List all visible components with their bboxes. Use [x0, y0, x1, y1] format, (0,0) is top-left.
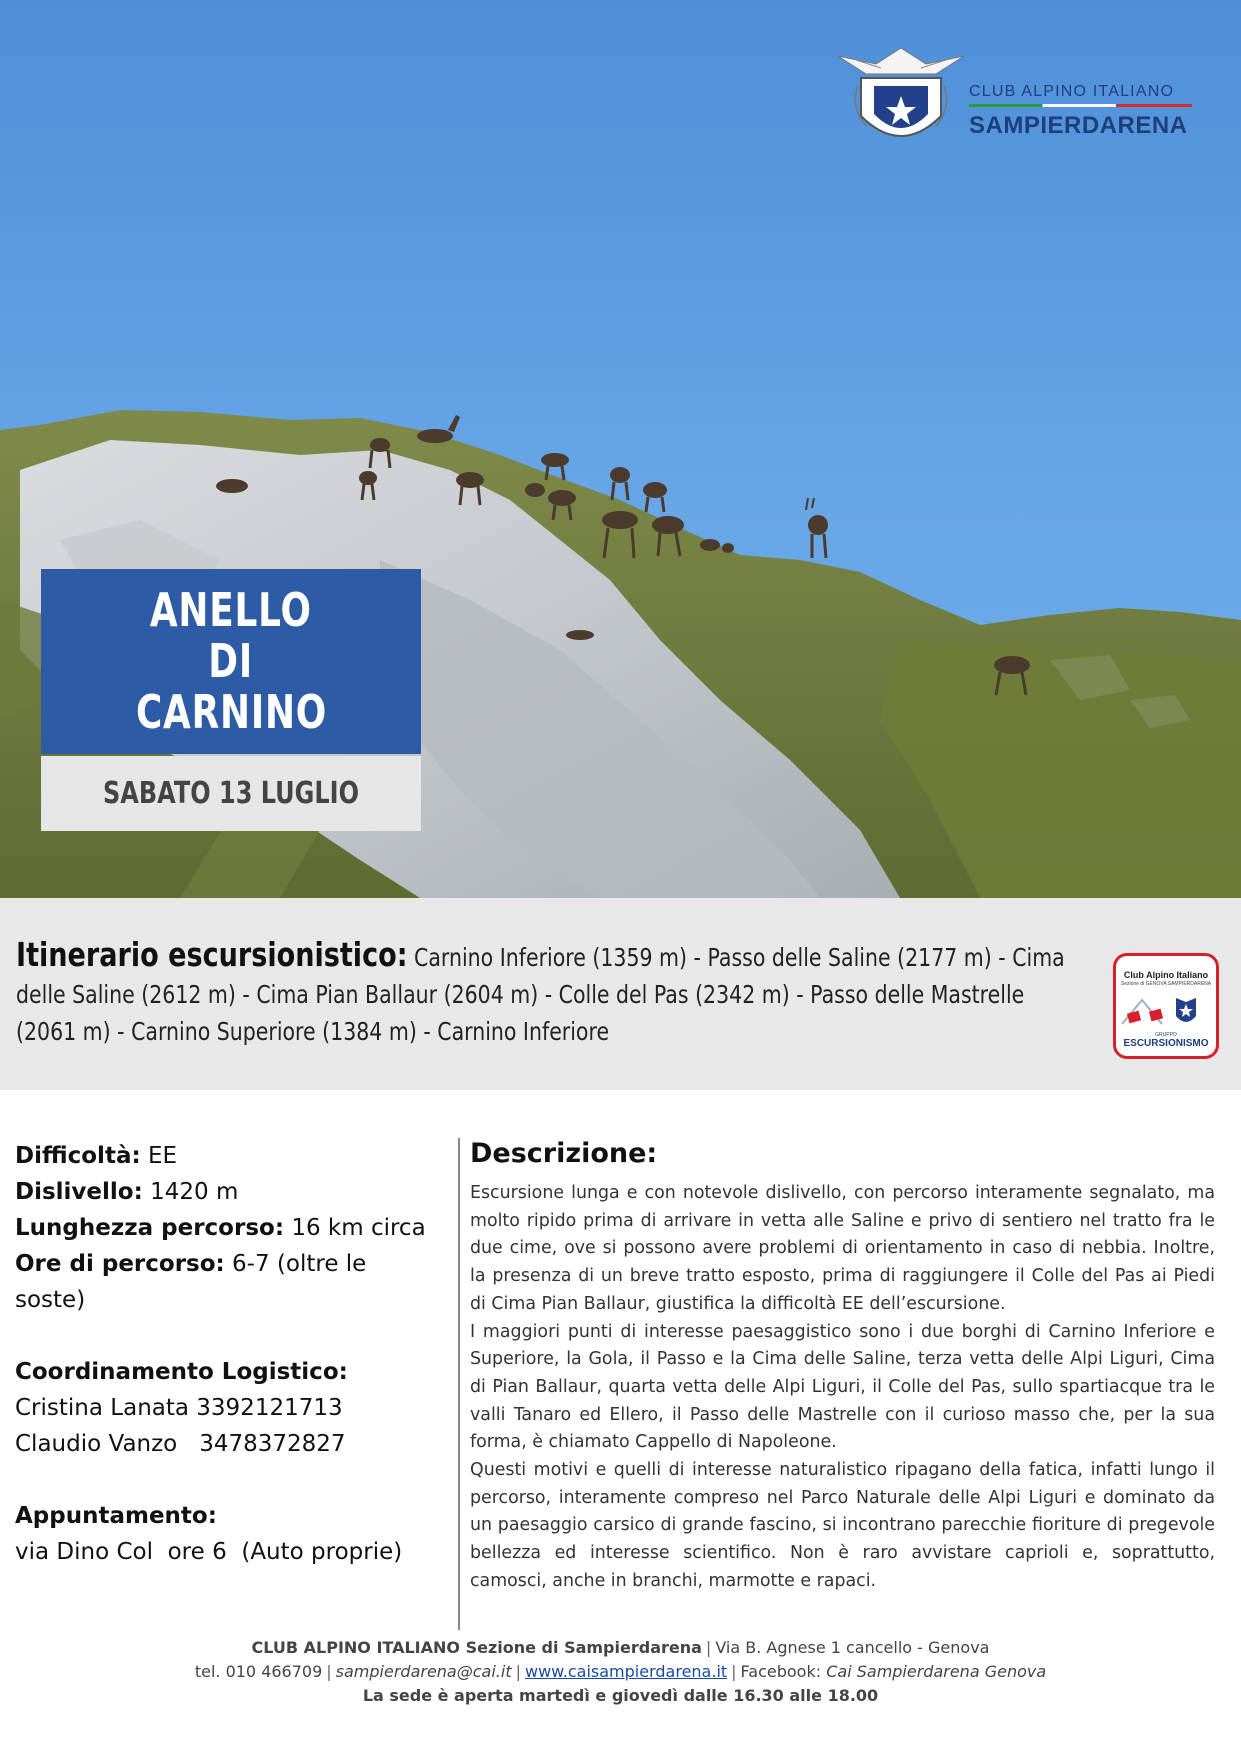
event-date: SABATO 13 LUGLIO — [103, 776, 359, 811]
itinerary-band — [0, 898, 1241, 1090]
description-paragraph-2: I maggiori punti di interesse paesaggistico sono i due borghi di Carnino Inferiore e Superiore, la Gola, il Passo e la Cima delle Saline, terza vetta delle Alpi Liguri, Cima di Pian Ballaur, quarta vetta delle Alpi Liguri, il Colle del Pas, sullo spartiacque tra le valli Tanaro ed Ellero, il Passo delle Mastrelle con il curioso masso che, per la sua forma, è chiamato Cappello di Napoleone. — [470, 1321, 1215, 1453]
elevation-value: 1420 m — [150, 1179, 239, 1205]
badge-line-3: GRUPPO — [1155, 1032, 1177, 1038]
elevation-label: Dislivello: — [15, 1179, 143, 1205]
footer-org: CLUB ALPINO ITALIANO Sezione di Sampierdarena — [251, 1638, 702, 1657]
description-heading: Descrizione: — [470, 1138, 658, 1169]
coordination-row — [15, 1354, 435, 1390]
meeting-row — [15, 1498, 435, 1534]
footer-facebook-label: Facebook: — [740, 1662, 822, 1681]
gruppo-escursionismo-badge — [1113, 953, 1219, 1059]
coordinator-2: Claudio Vanzo 3478372827 — [15, 1431, 346, 1457]
description-paragraph-1: Escursione lunga e con notevole dislivello, con percorso interamente segnalato, ma molto ripido prima di arrivare in vetta alle Saline e privo di sentiero nel tratto fra le due cime, ove si possono avere problemi di orientamento in caso di nebbia. Inoltre, la presenza di un breve tratto esposto, prima di raggiungere il Colle del Pas ai Piedi di Cima Pian Ballaur, giustifica la difficoltà EE dell’escursione. — [470, 1183, 1215, 1314]
difficulty-value: EE — [147, 1143, 178, 1169]
event-date-box — [41, 756, 421, 831]
itinerary-text — [16, 936, 1082, 1050]
badge-mountain-icon — [1116, 992, 1216, 1032]
italian-flag-stripe — [969, 104, 1192, 107]
footer-line-1: CLUB ALPINO ITALIANO Sezione di Sampierdarena | Via B. Agnese 1 cancello - Genova — [251, 1638, 990, 1657]
duration-value: 6-7 (oltre le soste) — [15, 1251, 367, 1313]
description-paragraph-3: Questi motivi e quelli di interesse naturalistico ripagano della fatica, infatti lungo il percorso, interamente compreso nel Parco Naturale delle Alpi Liguri e dominato da un paesaggio carsico di grande fascino, si incontrano parecchie fioriture di pregevole bellezza ed interesse scientifico. Non è raro avvistare caprioli e, soprattutto, camosci, anche in branchi, marmotte e rapaci. — [470, 1460, 1215, 1591]
duration-row — [15, 1246, 435, 1318]
footer — [0, 1636, 1241, 1708]
length-row — [15, 1210, 435, 1246]
badge-line-2: Sezione di GENOVA SAMPIERDARENA — [1120, 981, 1212, 987]
logo-title: CLUB ALPINO ITALIANO — [969, 83, 1175, 100]
difficulty-row — [15, 1138, 435, 1174]
itinerary-label: Itinerario escursionistico: — [16, 935, 408, 974]
footer-address: Via B. Agnese 1 cancello - Genova — [715, 1638, 990, 1657]
cai-sampierdarena-logo — [836, 46, 1196, 156]
footer-line-3 — [0, 1684, 1241, 1708]
coordination-label: Coordinamento Logistico: — [15, 1359, 348, 1385]
footer-email[interactable]: sampierdarena@cai.it — [335, 1662, 512, 1681]
meeting-label: Appuntamento: — [15, 1503, 217, 1529]
length-value: 16 km circa — [291, 1215, 426, 1241]
footer-hours: La sede è aperta martedì e giovedì dalle 16.30 alle 18.00 — [362, 1686, 879, 1705]
column-divider — [458, 1138, 460, 1630]
itinerary-route: Carnino Inferiore (1359 m) - Passo delle Saline (2177 m) - Cima delle Saline (2612 m) - Cima Pian Ballaur (2604 m) - Colle del Pas (2342 m) - Passo delle Mastrelle (2061 m) - Carnino Superiore (1384 m) - Carnino Inferiore — [16, 943, 1065, 1046]
event-title-line-2: DI — [208, 634, 254, 688]
footer-phone: tel. 010 466709 — [194, 1662, 323, 1681]
footer-line-2: tel. 010 466709 | sampierdarena@cai.it | www.caisampierdarena.it | Facebook: Cai Sampierdarena Genova — [194, 1662, 1047, 1681]
duration-label: Ore di percorso: — [15, 1251, 225, 1277]
cai-eagle-emblem-icon — [836, 46, 966, 156]
meeting-value: via Dino Col ore 6 (Auto proprie) — [15, 1539, 403, 1565]
difficulty-label: Difficoltà: — [15, 1143, 141, 1169]
info-column — [15, 1138, 435, 1570]
event-title-box — [41, 569, 421, 754]
description-body — [470, 1180, 1215, 1596]
footer-website-link[interactable]: www.caisampierdarena.it — [524, 1662, 728, 1681]
footer-facebook-value[interactable]: Cai Sampierdarena Genova — [826, 1662, 1047, 1681]
logo-subtitle: SAMPIERDARENA — [969, 112, 1188, 139]
badge-line-4: ESCURSIONISMO — [1123, 1038, 1209, 1049]
badge-line-1: Club Alpino Italiano — [1123, 970, 1209, 980]
event-title-line-1: ANELLO — [150, 583, 312, 637]
coordinator-1: Cristina Lanata 3392121713 — [15, 1395, 343, 1421]
elevation-row — [15, 1174, 435, 1210]
length-label: Lunghezza percorso: — [15, 1215, 285, 1241]
event-title-line-3: CARNINO — [135, 685, 327, 739]
